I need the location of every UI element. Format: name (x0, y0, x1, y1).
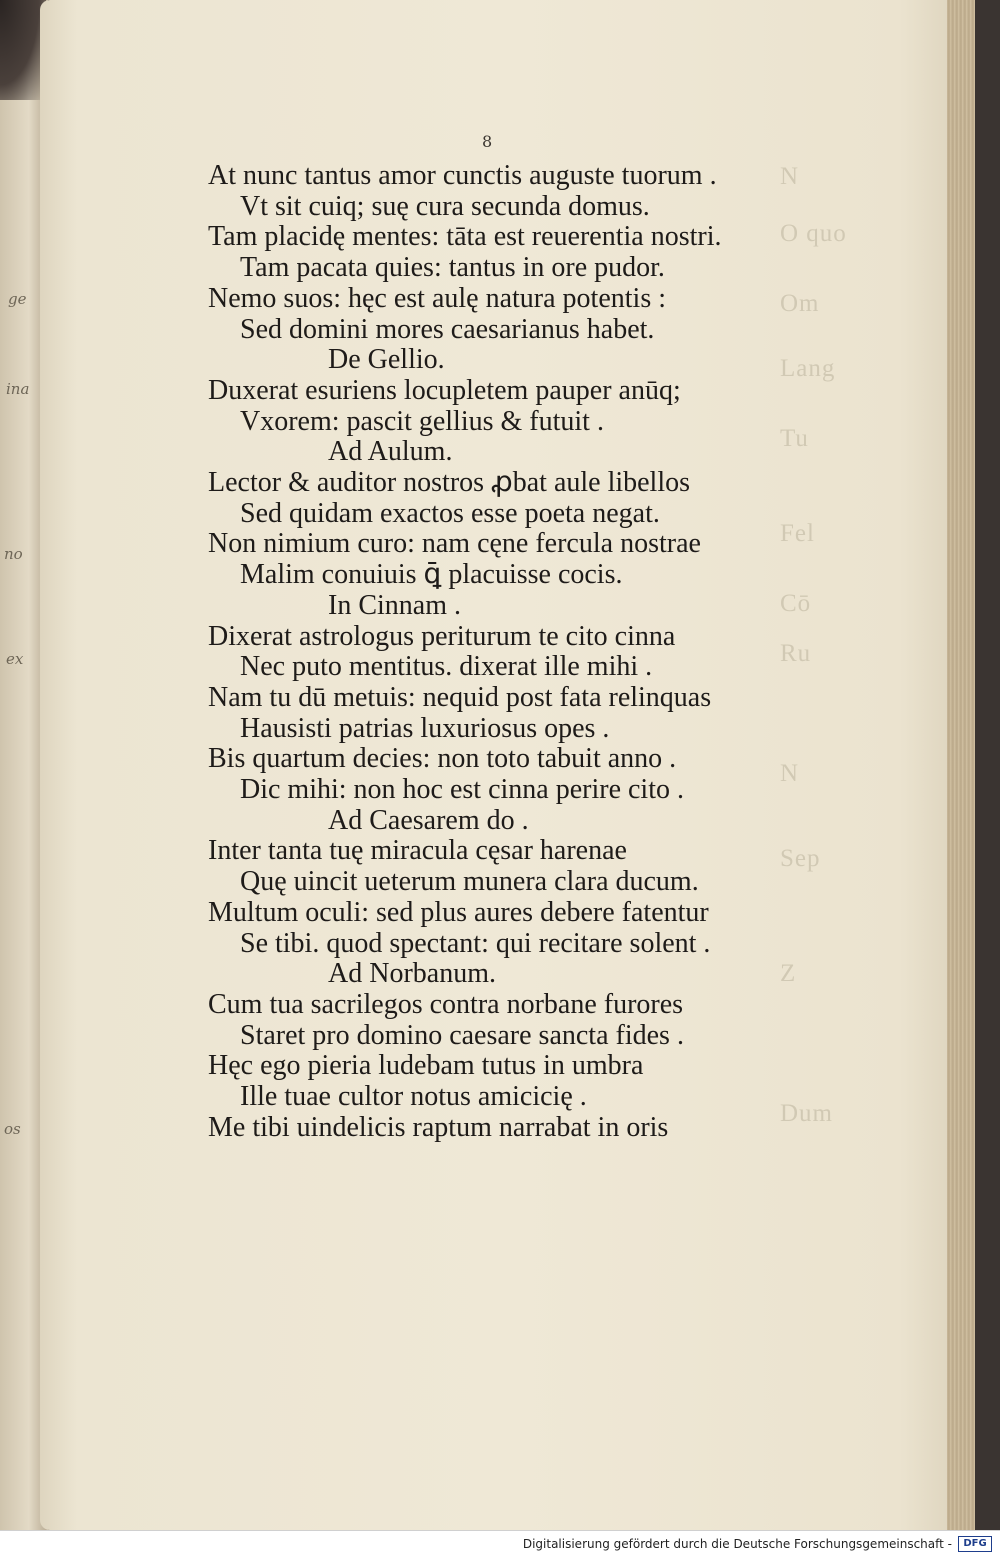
verse-line: Vt sit cuiq; suę cura secunda domus. (240, 190, 650, 222)
verse-line: Vxorem: pascit gellius & futuit . (240, 405, 604, 437)
verse-line: Tam pacata quies: tantus in ore pudor. (240, 252, 665, 284)
verse-line: Sed domini mores caesarianus habet. (240, 313, 655, 345)
verse-line: Quę uincit ueterum munera clara ducum. (240, 866, 699, 898)
verse-line: Non nimium curo: nam cęne fercula nostrae (208, 528, 701, 560)
signature-mark: 8 (482, 132, 493, 151)
verse-line: At nunc tantus amor cunctis auguste tuorum . (208, 160, 717, 191)
verse-line: Me tibi uindelicis raptum narrabat in oris (208, 1111, 669, 1143)
verse-line: Ille tuae cultor notus amicicię . (240, 1081, 587, 1112)
previous-page-edge: ge ina no ex os (0, 0, 48, 1530)
verse-line: Inter tanta tuę miracula cęsar harenae (208, 835, 627, 867)
verse-line: Lector & auditor nostros ꝓbat aule libellos (208, 467, 691, 498)
verse-line: Bis quartum decies: non toto tabuit anno . (208, 743, 677, 775)
poem-heading: De Gellio. (328, 344, 445, 376)
verse-line: Hausisti patrias luxuriosus opes . (240, 712, 610, 744)
verse-line: Tam placidę mentes: tāta est reuerentia nostri. (208, 221, 722, 253)
book-page: N O quo Om Lang Tu Fel Cō Ru N Sep Z Dum (40, 0, 975, 1530)
verse-line: Malim conuiuis ꝗ̄ placuisse cocis. (240, 559, 623, 591)
poem-heading: Ad Norbanum. (328, 958, 496, 990)
verse-line: Duxerat esuriens locupletem pauper anūq; (208, 374, 681, 406)
dfg-logo: DFG (958, 1536, 992, 1552)
funding-credit: Digitalisierung gefördert durch die Deutsche Forschungsgemeinschaft - (522, 1537, 952, 1551)
poem-heading: Ad Aulum. (328, 436, 453, 468)
verse-line: Dic mihi: non hoc est cinna perire cito . (240, 774, 684, 805)
verse-line: Multum oculi: sed plus aures debere fatentur (208, 896, 709, 928)
verse-line: Nam tu dū metuis: nequid post fata relinquas (208, 681, 712, 713)
poem-heading: Ad Caesarem do . (328, 804, 529, 836)
footer-bar (0, 1530, 1000, 1557)
verse-line: Hęc ego pieria ludebam tutus in umbra (208, 1050, 644, 1082)
verse-line: Nec puto mentitus. dixerat ille mihi . (240, 651, 653, 683)
verse-line: Se tibi. quod spectant: qui recitare solent . (240, 927, 711, 959)
poem-heading: In Cinnam . (328, 589, 461, 621)
verse-line: Cum tua sacrilegos contra norbane furores (208, 988, 684, 1020)
verse-line: Nemo suos: hęc est aulę natura potentis : (208, 282, 666, 314)
verse-line: Staret pro domino caesare sancta fides . (240, 1019, 684, 1051)
verse-line: Dixerat astrologus periturum te cito cinna (208, 620, 676, 652)
verse-line: Sed quidam exactos esse poeta negat. (240, 497, 660, 529)
